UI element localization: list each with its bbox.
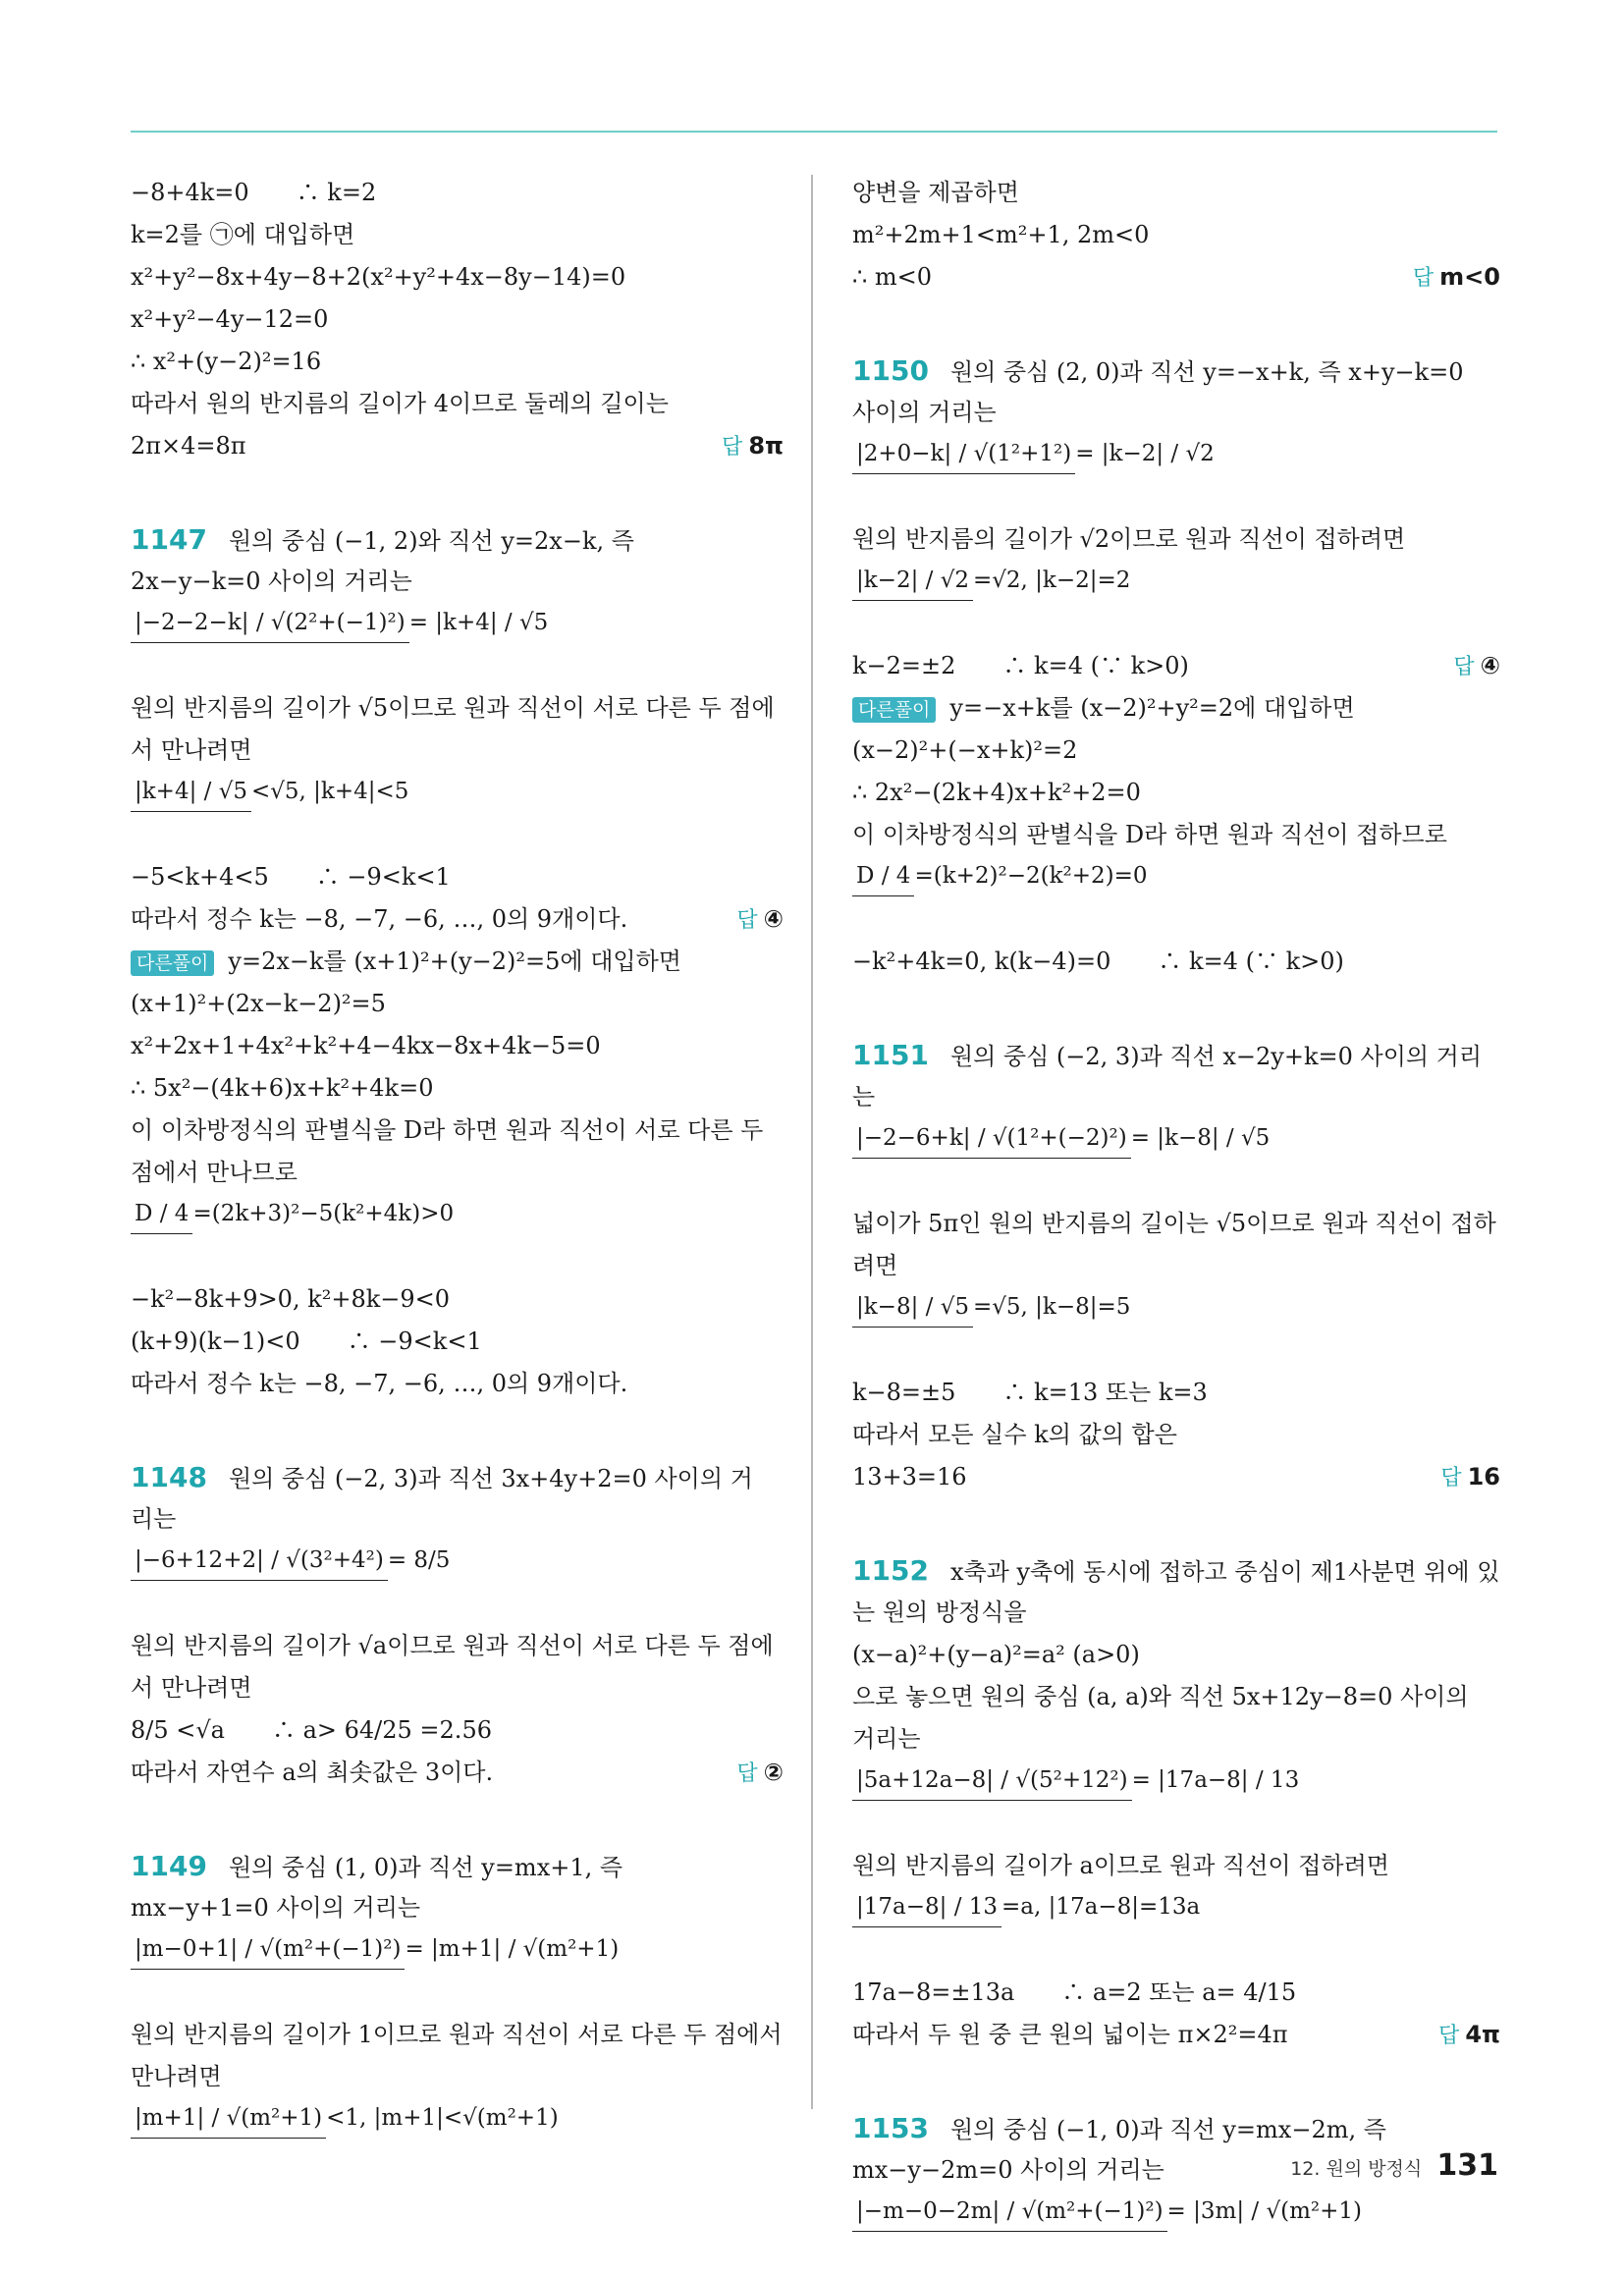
solution-line [131,1456,784,1498]
solution-line [852,1118,1500,1203]
answer-tag: 답 [1453,655,1475,679]
column-divider [811,175,813,2109]
solution-line [852,1414,1500,1456]
line-text: 양변을 제곱하면 [852,179,1019,206]
solution-line [131,898,784,941]
solution-line [131,2014,784,2056]
line-text: 원의 반지름의 길이가 √a이므로 원과 직선이 서로 다른 두 점에 [131,1632,774,1659]
line-text: = |k+4| / √5 [408,610,549,635]
line-text: 원의 중심 (−2, 3)과 직선 3x+4y+2=0 사이의 거 [228,1465,753,1492]
line-text: <√5, |k+4|<5 [251,779,409,804]
fraction-expression: |k−2| / √2 [852,561,973,601]
line-text: 원의 반지름의 길이가 √5이므로 원과 직선이 서로 다른 두 점에 [131,694,775,722]
line-text: 는 [852,1083,876,1111]
solution-line [131,214,784,256]
fraction-expression: |−6+12+2| / √(3²+4²) [131,1541,388,1581]
solution-line [131,603,784,687]
solution-line [852,1456,1500,1498]
solution-line [131,772,784,856]
solution-line [131,561,784,603]
solution-line [852,1549,1500,1592]
solution-line [852,350,1500,392]
solution-line [131,1929,784,2014]
solution-line [131,172,784,214]
line-text: = |17a−8| / 13 [1131,1767,1300,1793]
solution-line [852,256,1500,298]
solution-line [131,1194,784,1278]
solution-line [852,1676,1500,1718]
line-text: 점에서 만나므로 [131,1159,298,1186]
problem-number: 1152 [852,1554,929,1587]
solution-line [131,1625,784,1667]
fraction-expression: |m+1| / √(m²+1) [131,2098,326,2139]
line-text: 으로 놓으면 원의 중심 (a, a)와 직선 5x+12y−8=0 사이의 [852,1683,1469,1710]
line-text: =a, |17a−8|=13a [1001,1894,1201,1920]
line-text: 이 이차방정식의 판별식을 D라 하면 원과 직선이 서로 다른 두 [131,1116,764,1144]
line-text: 8/5 <√a ∴ a> 64/25 =2.56 [131,1716,492,1744]
solution-line [852,856,1500,941]
solution-line [131,1709,784,1752]
answer-value: m<0 [1439,263,1500,291]
answer-value: ② [763,1759,784,1786]
fraction-expression: D / 4 [852,856,914,896]
solution-line [131,1752,784,1794]
solution-line [852,1634,1500,1676]
line-text: 거리는 [852,1725,921,1753]
fraction-expression: |−2−2−k| / √(2²+(−1)²) [131,603,409,643]
solution-line [131,1541,784,1625]
fraction-expression: |5a+12a−8| / √(5²+12²) [852,1761,1132,1801]
solution-line [852,941,1500,983]
solution-line [131,1363,784,1405]
answer-mark [1413,256,1500,299]
solution-line [852,561,1500,645]
answer-value: 8π [748,432,784,460]
line-text: = |3m| / √(m²+1) [1166,2198,1362,2224]
problem-number: 1153 [852,2112,929,2144]
right-column [852,172,1500,2276]
line-text: ∴ m<0 [852,263,933,291]
solution-line [131,1067,784,1110]
line-text: 13+3=16 [852,1463,967,1490]
line-text: −8+4k=0 ∴ k=2 [131,179,377,206]
answer-mark [1453,645,1500,688]
line-text: =√2, |k−2|=2 [973,568,1131,593]
answer-value: 16 [1467,1463,1500,1490]
solution-line [852,814,1500,856]
solution-line [852,1034,1500,1076]
left-column [131,172,784,2183]
solution-line [131,1278,784,1321]
answer-tag: 답 [722,435,743,460]
solution-line [852,1972,1500,2014]
solution-line [131,941,784,983]
solution-line [852,172,1500,214]
line-text: 원의 중심 (−1, 0)과 직선 y=mx−2m, 즉 [949,2116,1386,2143]
solution-line [131,730,784,772]
line-text: mx−y−2m=0 사이의 거리는 [852,2156,1164,2184]
solution-line [131,518,784,561]
solution-line [852,2014,1500,2056]
line-text: x²+y²−8x+4y−8+2(x²+y²+4x−8y−14)=0 [131,263,626,291]
line-text: 따라서 모든 실수 k의 값의 합은 [852,1421,1177,1448]
line-text: <1, |m+1|<√(m²+1) [326,2105,559,2131]
answer-mark [1440,1456,1500,1499]
solution-line [131,2056,784,2098]
line-text: = |k−8| / √5 [1130,1125,1271,1151]
line-text: −k²−8k+9>0, k²+8k−9<0 [131,1285,451,1313]
line-text: 원의 반지름의 길이가 a이므로 원과 직선이 접하려면 [852,1852,1389,1879]
line-text: 원의 중심 (−2, 3)과 직선 x−2y+k=0 사이의 거리 [949,1043,1483,1070]
solution-line [131,687,784,730]
page-footer [1290,2148,1498,2183]
page-number: 131 [1436,2148,1498,2183]
answer-tag: 답 [736,908,758,933]
line-text: k−2=±2 ∴ k=4 (∵ k>0) [852,652,1189,679]
solution-line [852,772,1500,814]
solution-line [852,2107,1500,2149]
line-text: mx−y+1=0 사이의 거리는 [131,1894,421,1922]
solution-line [131,1845,784,1887]
solution-line [131,341,784,383]
solution-line [852,214,1500,256]
alt-solution-badge: 다른풀이 [131,950,214,976]
fraction-expression: |m−0+1| / √(m²+(−1)²) [131,1929,405,1970]
solution-line [131,1667,784,1709]
line-text: ∴ 5x²−(4k+6)x+k²+4k=0 [131,1074,434,1102]
line-text: 따라서 두 원 중 큰 원의 넓이는 π×2²=4π [852,2021,1288,2048]
answer-value: ④ [763,905,784,933]
fraction-expression: |−m−0−2m| / √(m²+(−1)²) [852,2192,1167,2232]
line-text: 넓이가 5π인 원의 반지름의 길이는 √5이므로 원과 직선이 접하 [852,1210,1496,1237]
line-text: 만나려면 [131,2063,222,2090]
line-text: 사이의 거리는 [852,399,997,426]
solution-line [852,730,1500,772]
solution-line [852,687,1500,730]
line-text: 원의 중심 (2, 0)과 직선 y=−x+k, 즉 x+y−k=0 [949,358,1464,386]
solution-line [131,1321,784,1363]
solution-line [852,1372,1500,1414]
line-text: 려면 [852,1252,898,1279]
answer-tag: 답 [1438,2024,1460,2048]
solution-line [131,1110,784,1152]
chapter-label: 12. 원의 방정식 [1290,2158,1423,2180]
fraction-expression: |17a−8| / 13 [852,1887,1001,1927]
solution-line [852,1761,1500,1845]
line-text: (x−2)²+(−x+k)²=2 [852,736,1078,764]
solution-line [852,645,1500,687]
line-text: k=2를 ㉠에 대입하면 [131,221,355,248]
fraction-expression: D / 4 [131,1194,192,1234]
line-text: 따라서 정수 k는 −8, −7, −6, …, 0의 9개이다. [131,905,628,933]
answer-tag: 답 [1412,266,1435,291]
answer-value: ④ [1480,652,1500,679]
line-text: =(2k+3)²−5(k²+4k)>0 [192,1201,455,1226]
solution-line [852,1245,1500,1287]
line-text: −k²+4k=0, k(k−4)=0 ∴ k=4 (∵ k>0) [852,948,1344,975]
alt-solution-badge: 다른풀이 [852,697,936,723]
line-text: m²+2m+1<m²+1, 2m<0 [852,221,1150,248]
answer-mark [736,1752,784,1795]
line-text: =(k+2)²−2(k²+2)=0 [914,863,1148,889]
problem-number: 1149 [131,1850,207,1882]
solution-line [852,1845,1500,1887]
line-text: (k+9)(k−1)<0 ∴ −9<k<1 [131,1328,482,1355]
solution-line [131,1887,784,1929]
solution-line [852,1203,1500,1245]
line-text: y=−x+k를 (x−2)²+y²=2에 대입하면 [949,694,1355,722]
line-text: −5<k+4<5 ∴ −9<k<1 [131,863,451,891]
line-text: 2π×4=8π [131,432,246,460]
top-rule [131,131,1497,133]
solution-line [131,1025,784,1067]
answer-tag: 답 [1440,1466,1462,1490]
line-text: 따라서 정수 k는 −8, −7, −6, …, 0의 9개이다. [131,1370,628,1397]
answer-mark [736,898,784,942]
line-text: 서 만나려면 [131,1674,252,1702]
solution-line [131,983,784,1025]
solution-line [852,2192,1500,2276]
answer-value: 4π [1465,2021,1500,2048]
line-text: = 8/5 [387,1547,451,1573]
line-text: 원의 중심 (−1, 2)와 직선 y=2x−k, 즉 [228,527,634,555]
solution-line [852,1887,1500,1972]
fraction-expression: |2+0−k| / √(1²+1²) [852,434,1075,474]
line-text: 원의 반지름의 길이가 √2이므로 원과 직선이 접하려면 [852,525,1406,553]
solution-line [131,2098,784,2183]
line-text: x축과 y축에 동시에 접하고 중심이 제1사분면 위에 있 [949,1558,1500,1586]
line-text: 리는 [131,1505,177,1533]
answer-tag: 답 [736,1761,758,1786]
solution-line [131,1498,784,1541]
line-text: = |k−2| / √2 [1075,441,1215,466]
line-text: x²+2x+1+4x²+k²+4−4kx−8x+4k−5=0 [131,1032,601,1059]
line-text: 이 이차방정식의 판별식을 D라 하면 원과 직선이 접하므로 [852,821,1447,848]
answer-mark [722,425,784,468]
line-text: =√5, |k−8|=5 [973,1294,1131,1320]
line-text: 17a−8=±13a ∴ a=2 또는 a= 4/15 [852,1978,1297,2006]
solution-line [131,256,784,298]
line-text: 따라서 원의 반지름의 길이가 4이므로 둘레의 길이는 [131,390,669,417]
line-text: 는 원의 방정식을 [852,1599,1027,1626]
line-text: 2x−y−k=0 사이의 거리는 [131,568,412,595]
line-text: k−8=±5 ∴ k=13 또는 k=3 [852,1379,1208,1406]
solution-line [852,518,1500,561]
fraction-expression: |−2−6+k| / √(1²+(−2)²) [852,1118,1131,1159]
solution-line [131,1152,784,1194]
line-text: (x+1)²+(2x−k−2)²=5 [131,990,386,1017]
line-text: y=2x−k를 (x+1)²+(y−2)²=5에 대입하면 [228,948,681,975]
line-text: (x−a)²+(y−a)²=a² (a>0) [852,1641,1140,1668]
line-text: 따라서 자연수 a의 최솟값은 3이다. [131,1759,494,1786]
fraction-expression: |k+4| / √5 [131,772,251,812]
line-text: = |m+1| / √(m²+1) [405,1936,620,1962]
problem-number: 1148 [131,1461,207,1493]
solution-line [131,298,784,341]
line-text: 원의 반지름의 길이가 1이므로 원과 직선이 서로 다른 두 점에서 [131,2021,783,2048]
fraction-expression: |k−8| / √5 [852,1287,973,1328]
line-text: 원의 중심 (1, 0)과 직선 y=mx+1, 즉 [228,1854,623,1881]
problem-number: 1151 [852,1039,929,1071]
answer-mark [1438,2014,1500,2057]
line-text: ∴ x²+(y−2)²=16 [131,348,322,375]
solution-line [852,1718,1500,1761]
problem-number: 1147 [131,523,207,556]
solution-line [852,392,1500,434]
line-text: 서 만나려면 [131,736,252,764]
solution-line [852,1592,1500,1634]
solution-line [852,434,1500,518]
solution-line [852,1287,1500,1372]
solution-line [131,383,784,425]
problem-number: 1150 [852,354,929,387]
solution-line [131,856,784,898]
line-text: ∴ 2x²−(2k+4)x+k²+2=0 [852,779,1141,806]
line-text: x²+y²−4y−12=0 [131,305,329,333]
solution-line [852,1076,1500,1118]
solution-line [131,425,784,467]
